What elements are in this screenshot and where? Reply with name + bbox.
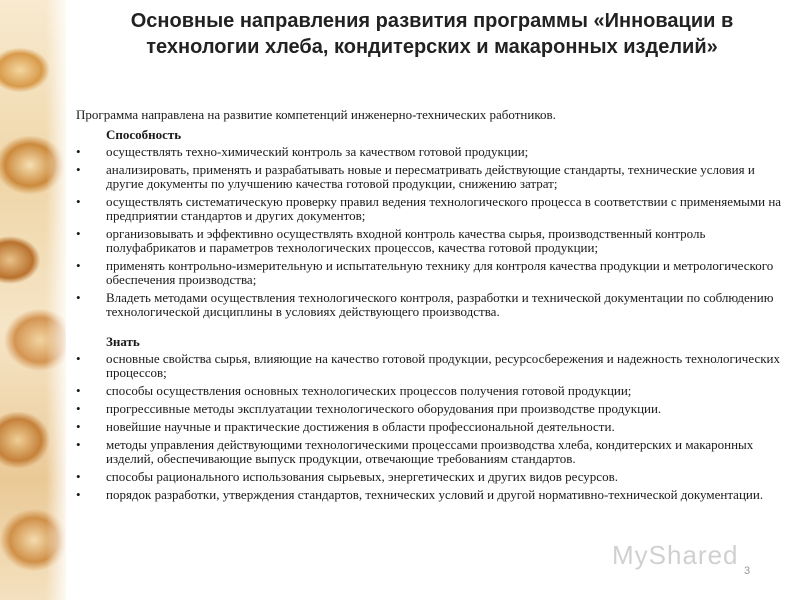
list-item: • Владеть методами осуществления технологического контроля, разработки и технической документации по соблюдению технологической дисциплины в условиях действующего производства. bbox=[76, 290, 774, 319]
list-item: • осуществлять техно-химический контроль за качеством готовой продукции; bbox=[76, 144, 529, 159]
list-item: • порядок разработки, утверждения стандартов, технических условий и другой нормативно-технической документации. bbox=[76, 487, 764, 502]
list-item: • прогрессивные методы эксплуатации технологического оборудования при производстве продукции. bbox=[76, 401, 662, 416]
photo-fade bbox=[46, 0, 70, 600]
list-item: • способы осуществления основных технологических процессов получения готовой продукции; bbox=[76, 383, 632, 398]
section-heading-ability: Способность bbox=[106, 127, 182, 142]
page-number: 3 bbox=[744, 565, 751, 577]
ability-list bbox=[76, 145, 786, 319]
list-item: • методы управления действующими технологическими процессами производства хлеба, кондитерских и макаронных изделий, обеспечивающие выпуск продукции, отвечающие требованиям стандартов. bbox=[76, 437, 754, 466]
list-item: • новейшие научные и практические достижения в области профессиональной деятельности. bbox=[76, 419, 615, 434]
intro-text: Программа направлена на развитие компетенций инженерно-технических работников. bbox=[76, 107, 556, 122]
know-list bbox=[76, 352, 786, 502]
bullet-icon: • bbox=[76, 290, 81, 305]
list-item: • осуществлять систематическую проверку правил ведения технологического процесса в соответствии с применяемыми на предприятии стандартов и других документов; bbox=[76, 194, 782, 223]
list-item: • применять контрольно-измерительную и испытательную технику для контроля качества продукции и метрологического обеспечения производства; bbox=[76, 258, 774, 287]
bullet-icon: • bbox=[76, 469, 81, 484]
list-item: • организовывать и эффективно осуществлять входной контроль качества сырья, производственный контроль полуфабрикатов и параметров технологических процессов, качества готовой продукции; bbox=[76, 226, 706, 255]
bullet-icon: • bbox=[76, 383, 81, 398]
bullet-icon: • bbox=[76, 194, 81, 209]
watermark-logo: MyShared bbox=[612, 540, 739, 570]
slide-title: Основные направления развития программы «Инновации в технологии хлеба, кондитерских и макаронных изделий» bbox=[130, 10, 734, 58]
bullet-icon: • bbox=[76, 144, 81, 159]
bullet-icon: • bbox=[76, 419, 81, 434]
bullet-icon: • bbox=[76, 258, 81, 273]
bullet-icon: • bbox=[76, 162, 81, 177]
bullet-icon: • bbox=[76, 437, 81, 452]
bullet-icon: • bbox=[76, 487, 81, 502]
bullet-icon: • bbox=[76, 226, 81, 241]
slide-body bbox=[76, 108, 786, 506]
bullet-icon: • bbox=[76, 401, 81, 416]
bullet-icon: • bbox=[76, 351, 81, 366]
list-item: • анализировать, применять и разрабатывать новые и пересматривать действующие стандарты, технические условия и другие документы по улучшению качества готовой продукции, снижению затрат; bbox=[76, 162, 755, 191]
list-item: • способы рационального использования сырьевых, энергетических и других видов ресурсов. bbox=[76, 469, 618, 484]
section-heading-know: Знать bbox=[106, 334, 140, 349]
list-item: • основные свойства сырья, влияющие на качество готовой продукции, ресурсосбережения и надежность технологических процессов; bbox=[76, 351, 780, 380]
